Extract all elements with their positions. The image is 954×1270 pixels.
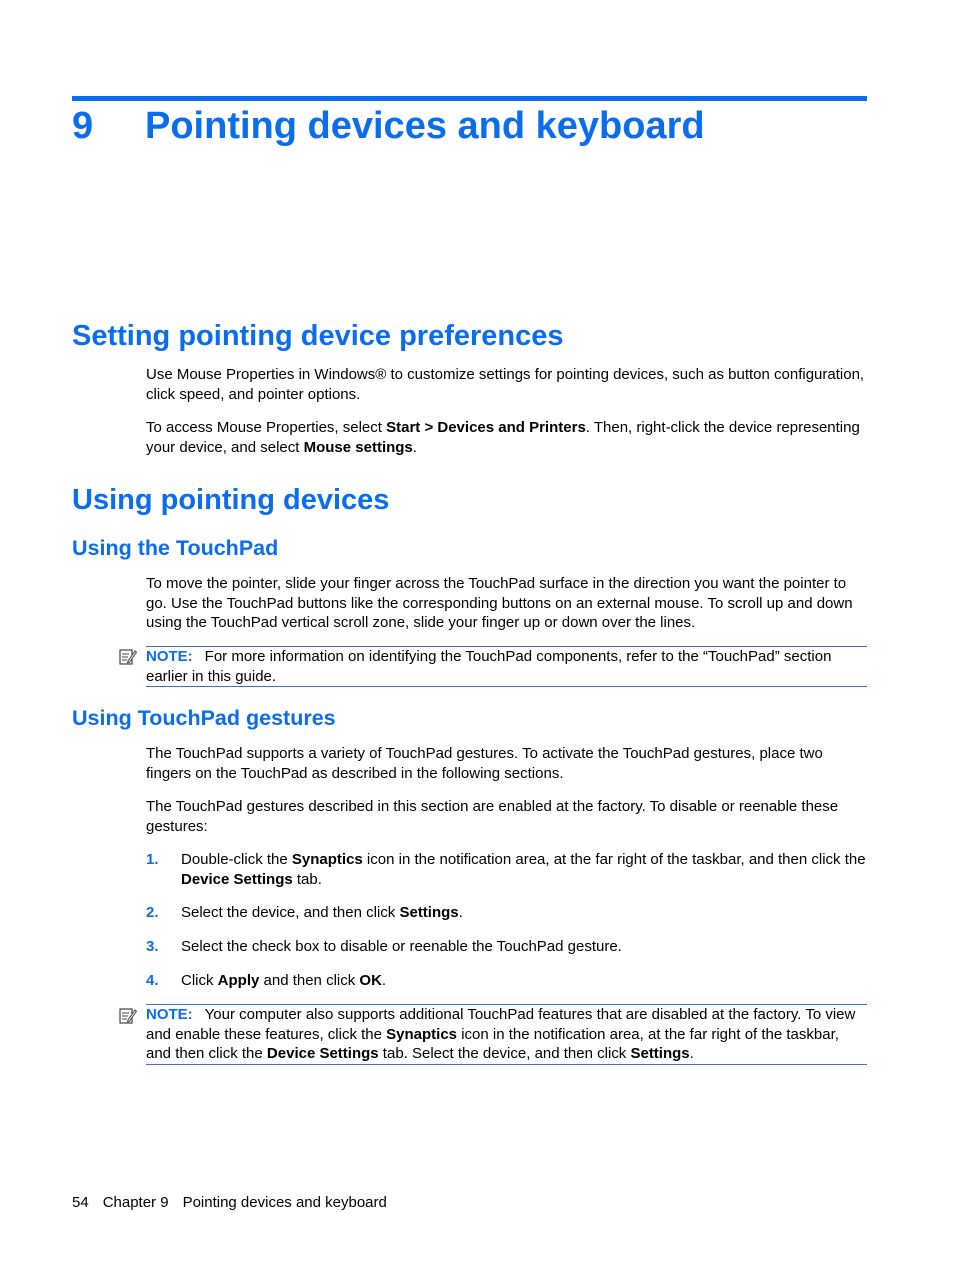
step-number: 2. — [146, 904, 159, 921]
chapter-title: Pointing devices and keyboard — [145, 105, 705, 147]
footer-chapter-label: Chapter 9 — [102, 1194, 169, 1211]
note-text: For more information on identifying the TouchPad components, refer to the “TouchPad” section earlier in this guide. — [146, 648, 832, 685]
step-text: Double-click the Synaptics icon in the notification area, at the far right of the taskbar, and then click the Device Settings tab. — [181, 851, 866, 888]
section-heading-setting: Setting pointing device preferences — [72, 320, 564, 352]
note-touchpad — [146, 646, 867, 687]
section-heading-using: Using pointing devices — [72, 484, 390, 516]
paragraph-gestures-intro: The TouchPad supports a variety of TouchPad gestures. To activate the TouchPad gestures, place two fingers on the TouchPad as described in the following sections. — [146, 745, 823, 782]
chapter-number: 9 — [72, 105, 94, 147]
step-number: 4. — [146, 972, 159, 989]
step-text: Select the check box to disable or reenable the TouchPad gesture. — [181, 938, 622, 955]
subsection-heading-gestures: Using TouchPad gestures — [72, 706, 336, 730]
note-pencil-icon — [119, 1007, 137, 1025]
step-text: Select the device, and then click Settings. — [181, 904, 463, 921]
footer-chapter-title: Pointing devices and keyboard — [182, 1194, 387, 1211]
step-number: 1. — [146, 851, 159, 868]
step-text: Click Apply and then click OK. — [181, 972, 387, 989]
note-pencil-icon — [119, 648, 137, 666]
step-number: 3. — [146, 938, 159, 955]
page-footer — [72, 1193, 401, 1213]
note-label: NOTE: — [146, 648, 193, 665]
subsection-heading-touchpad: Using the TouchPad — [72, 536, 279, 560]
paragraph-setting-access: To access Mouse Properties, select Start > Devices and Printers. Then, right-click the device representing your device, and select Mouse settings. — [146, 419, 860, 456]
note-gestures: NOTE: Your computer also supports additional TouchPad features that are disabled at the factory. To view and enable these features, click the Synaptics icon in the notification area, at the far right of the taskbar, and then click the Device Settings tab. Select the device, and then click Settings. — [146, 1004, 867, 1065]
paragraph-touchpad: To move the pointer, slide your finger across the TouchPad surface in the direction you want the pointer to go. Use the TouchPad buttons like the corresponding buttons on an external mouse. To scroll up and down using the TouchPad vertical scroll zone, slide your finger up or down over the lines. — [146, 575, 853, 631]
note-label: NOTE: — [146, 1006, 193, 1023]
page-number: 54 — [72, 1194, 89, 1211]
paragraph-gestures-factory: The TouchPad gestures described in this section are enabled at the factory. To disable or reenable these gestures: — [146, 798, 839, 835]
paragraph-setting-intro: Use Mouse Properties in Windows® to customize settings for pointing devices, such as button configuration, click speed, and pointer options. — [146, 366, 865, 403]
